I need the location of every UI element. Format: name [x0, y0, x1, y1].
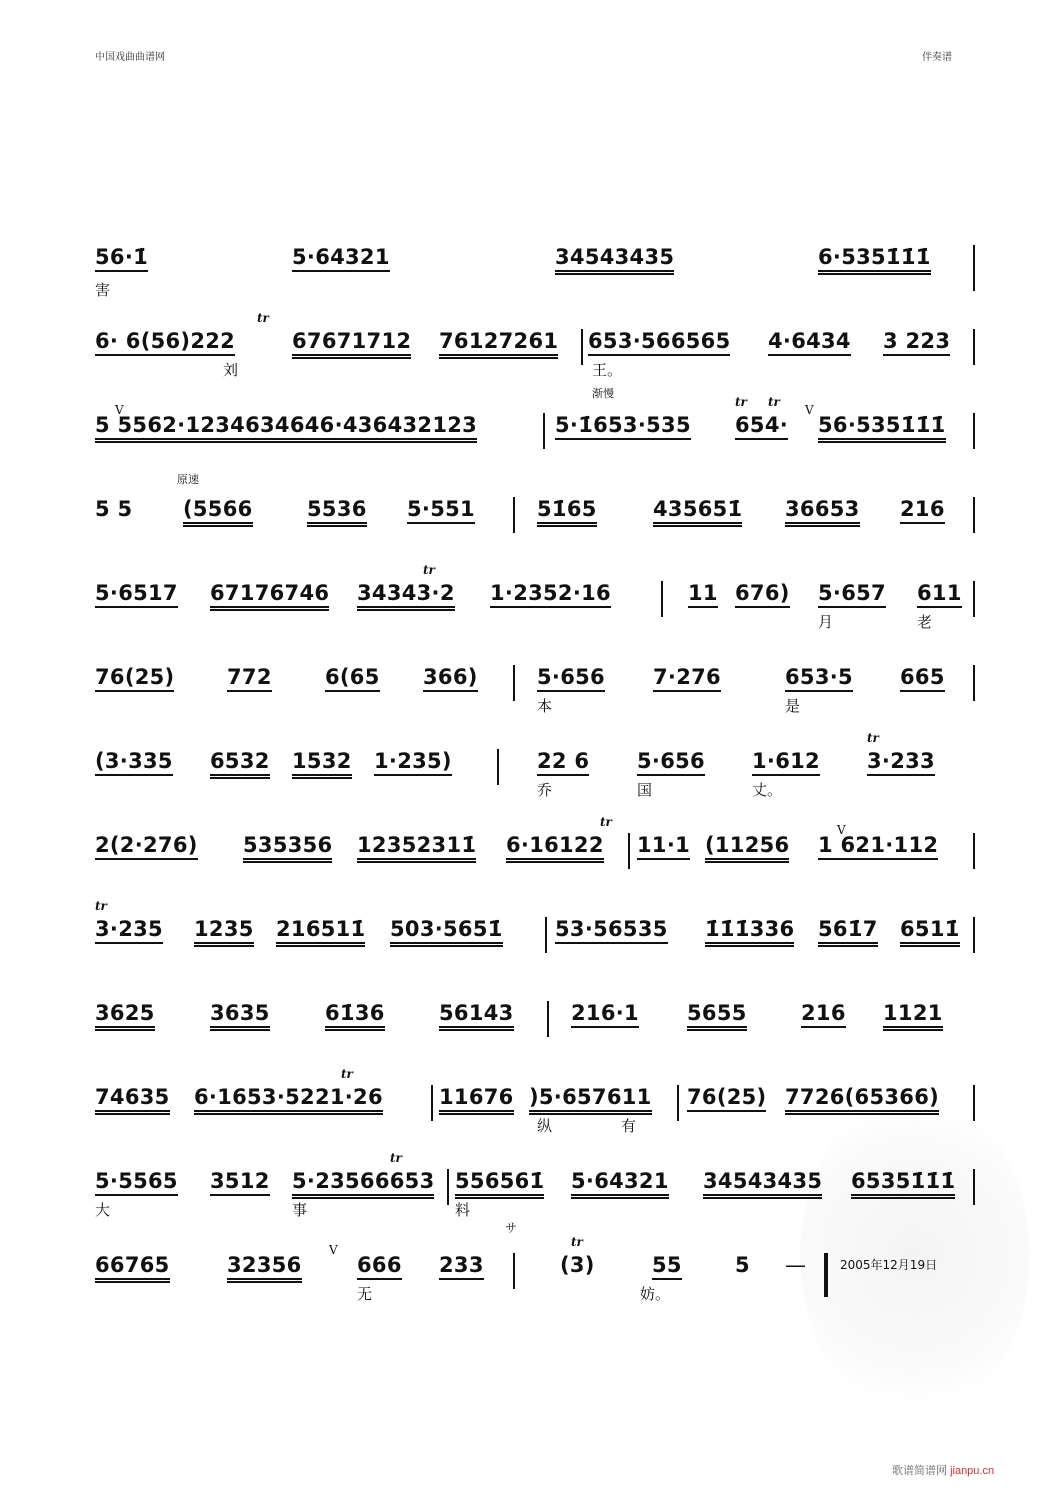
measure: (3) [560, 1253, 595, 1277]
barline [513, 1253, 515, 1289]
lyric: 害 [95, 281, 111, 299]
measure: 7·276 [653, 665, 721, 692]
measure: 67671712 [292, 329, 411, 359]
measure: 6511̇ [900, 917, 960, 947]
lyric: 王。 [592, 361, 623, 379]
score-date: 2005年12月19日 [840, 1258, 938, 1272]
score-line-10 [95, 1001, 975, 1061]
measure: 233 [439, 1253, 484, 1280]
measure: 1̇1̇1̇336 [705, 917, 794, 947]
lyric: 丈。 [752, 781, 783, 799]
measure: 653·566565 [588, 329, 730, 356]
measure: 76(25) [687, 1085, 766, 1112]
measure: 503·5651̇ [390, 917, 503, 947]
measure: 6532 [210, 749, 270, 779]
breath-mark: V [115, 403, 124, 417]
tempo-mark: 渐慢 [592, 387, 614, 400]
trill-mark: tr [735, 395, 747, 409]
measure: 56·1̇ [95, 245, 148, 272]
barline [628, 833, 630, 869]
score-line-7 [95, 731, 975, 809]
trill-mark: tr [95, 899, 107, 913]
trill-mark: tr [341, 1067, 353, 1081]
trill-mark: tr [768, 395, 780, 409]
measure: 1·235) [374, 749, 452, 776]
barline [973, 833, 975, 869]
tempo-mark: 原速 [177, 473, 199, 486]
measure: 4·6434 [768, 329, 851, 356]
lyric: 是 [785, 697, 801, 715]
measure: 5·656 [637, 749, 705, 776]
measure: 74635 [95, 1085, 170, 1115]
lyric: 纵 [537, 1117, 553, 1135]
measure: 51̇65 [537, 497, 597, 527]
measure: 6· 6(56)222 [95, 329, 235, 356]
measure: 56·5351̇1̇1̇ [818, 413, 946, 443]
measure: 5·657 [818, 581, 886, 608]
barline [973, 1169, 975, 1205]
measure: 7726(65366) [785, 1085, 939, 1115]
measure: — [785, 1253, 807, 1277]
measure: 34543435 [555, 245, 674, 275]
lyric: 月 [818, 613, 834, 631]
measure: 36653 [785, 497, 860, 527]
barline [677, 1085, 679, 1121]
trill-mark: tr [423, 563, 435, 577]
measure: 5 5 [95, 497, 133, 521]
lyric: 国 [637, 781, 653, 799]
measure: 5 [735, 1253, 750, 1277]
barline [543, 413, 545, 449]
measure: 5·1̇653·535 [555, 413, 691, 440]
measure: 65351̇1̇1̇ [851, 1169, 955, 1199]
score-line-9 [95, 899, 975, 977]
barline [513, 665, 515, 701]
measure: 5·551 [407, 497, 475, 524]
measure: 5·23566653 [292, 1169, 434, 1199]
measure: 66765 [95, 1253, 170, 1283]
measure: 1·612 [752, 749, 820, 776]
header-site: 中国戏曲曲谱网 [95, 52, 165, 63]
measure: 55 [652, 1253, 682, 1280]
lyric: 无 [357, 1285, 373, 1303]
score-line-5 [95, 563, 975, 641]
measure: 1·2352·16 [490, 581, 611, 608]
measure: 76127261 [439, 329, 558, 359]
barline [447, 1169, 449, 1205]
lyric: 大 [95, 1201, 111, 1219]
barline [513, 497, 515, 533]
breath-mark: V [329, 1243, 338, 1257]
barline [973, 1085, 975, 1121]
measure: 5·64321 [571, 1169, 669, 1199]
measure: 665 [900, 665, 945, 692]
measure: 611 [917, 581, 962, 608]
measure: 1 621·112 [818, 833, 938, 860]
score-line-4 [95, 473, 975, 557]
measure: 5·6517 [95, 581, 178, 608]
breath-mark: V [837, 823, 846, 837]
measure: 11676 [439, 1085, 514, 1115]
lyric: 本 [537, 697, 553, 715]
measure: 11 [688, 581, 718, 608]
measure: 3635 [210, 1001, 270, 1031]
score-line-8 [95, 815, 975, 893]
measure: 653·5 [785, 665, 853, 692]
measure: 666 [357, 1253, 402, 1280]
barline [973, 581, 975, 617]
trill-mark: tr [867, 731, 879, 745]
barline [547, 1001, 549, 1037]
measure: 67176746 [210, 581, 329, 611]
lyric: 老 [917, 613, 933, 631]
score-line-2 [95, 311, 975, 400]
barline [973, 413, 975, 449]
measure: 1121 [883, 1001, 943, 1031]
measure: 435651̇ [653, 497, 742, 527]
lyric: 刘 [223, 361, 239, 379]
barline [973, 497, 975, 533]
header-type: 伴奏谱 [922, 52, 952, 63]
measure: 5655 [687, 1001, 747, 1031]
footer-site: 歌谱简谱网 [892, 1465, 947, 1477]
measure: 61̇36 [325, 1001, 385, 1031]
measure: 5536 [307, 497, 367, 527]
score-line-1 [95, 245, 975, 305]
barline [497, 749, 499, 785]
measure: 76(25) [95, 665, 174, 692]
lyric: 乔 [537, 781, 553, 799]
trill-mark: tr [390, 1151, 402, 1165]
measure: 3·233 [867, 749, 935, 776]
measure: (3·335 [95, 749, 173, 776]
measure: 22 6 [537, 749, 589, 776]
measure: 3625 [95, 1001, 155, 1031]
score-line-12 [95, 1151, 975, 1229]
barline [973, 245, 975, 291]
score-line-13 [95, 1221, 975, 1313]
breath-mark: V [805, 403, 814, 417]
measure: 6·16122 [506, 833, 604, 863]
measure: 5·64321 [292, 245, 390, 272]
trill-mark: tr [600, 815, 612, 829]
measure: 2(2·276) [95, 833, 198, 860]
measure: 5 5562·1234634646·436432123 [95, 413, 477, 443]
measure: 216 [801, 1001, 846, 1028]
final-barline [824, 1253, 828, 1297]
measure: 676) [735, 581, 790, 608]
barline [973, 665, 975, 701]
score-line-11 [95, 1067, 975, 1145]
measure: 366) [423, 665, 478, 692]
barline [545, 917, 547, 953]
measure: 34543435 [703, 1169, 822, 1199]
barline [973, 917, 975, 953]
measure: (11256 [705, 833, 789, 863]
measure: 556561̇ [455, 1169, 544, 1199]
measure: 216 [900, 497, 945, 524]
measure: 561̇7 [818, 917, 878, 947]
measure: 3·235 [95, 917, 163, 944]
lyric: 妨。 [640, 1285, 671, 1303]
measure: 6(65 [325, 665, 380, 692]
footer-url: jianpu.cn [950, 1465, 995, 1477]
measure: 535356 [243, 833, 332, 863]
barline [581, 329, 583, 365]
barline [661, 581, 663, 617]
measure: 216·1 [571, 1001, 639, 1028]
measure: 6·1653·5221·26 [194, 1085, 383, 1115]
measure: 1532 [292, 749, 352, 779]
lyric: 事 [292, 1201, 308, 1219]
measure: 772 [227, 665, 272, 692]
lyric: 有 [621, 1117, 637, 1135]
measure: 654· [735, 413, 788, 440]
measure: 34343·2 [357, 581, 455, 611]
measure: 5·5565 [95, 1169, 178, 1196]
barline [431, 1085, 433, 1121]
score-line-6 [95, 665, 975, 725]
lyric: 料 [455, 1201, 471, 1219]
trill-mark: tr [257, 311, 269, 325]
measure: 12352311̇ [357, 833, 476, 863]
measure: 3512 [210, 1169, 270, 1196]
measure: )5·657611 [529, 1085, 652, 1115]
measure: 56143 [439, 1001, 514, 1031]
measure: 6·5351̇1̇1̇ [818, 245, 931, 275]
measure: 216511̇ [276, 917, 365, 947]
trill-mark: tr [571, 1235, 583, 1249]
measure: 32356 [227, 1253, 302, 1283]
footer-watermark [892, 1462, 994, 1478]
measure: 11·1 [637, 833, 690, 860]
measure: 1235 [194, 917, 254, 947]
measure: 3 223 [883, 329, 950, 356]
measure: 5·656 [537, 665, 605, 692]
score-line-3 [95, 395, 975, 473]
barline [973, 329, 975, 365]
free-rhythm-mark: サ [505, 1221, 518, 1235]
measure: 53·56535 [555, 917, 668, 944]
measure: (5566 [183, 497, 253, 527]
